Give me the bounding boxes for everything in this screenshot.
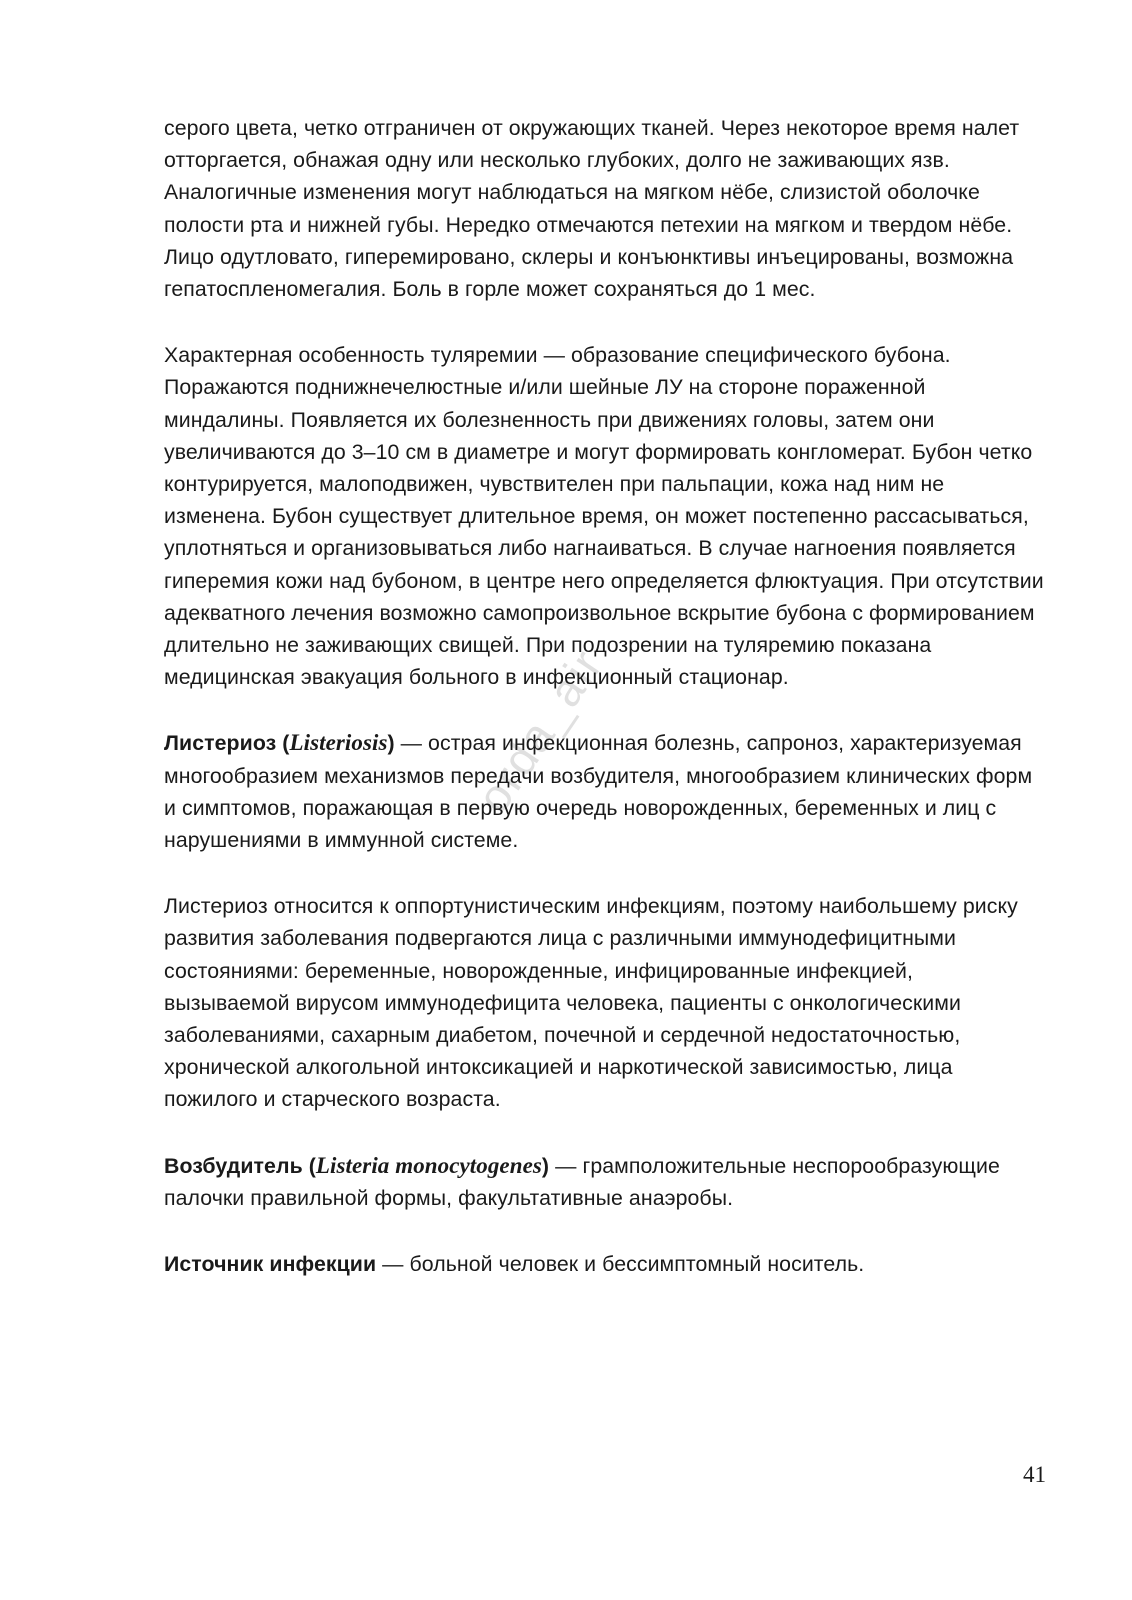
text-column — [164, 112, 1044, 1314]
paragraph-infection-source — [164, 1248, 1044, 1280]
paragraph-body: — больной человек и бессимптомный носитель. — [376, 1252, 865, 1277]
paragraph-tularemia-bubo: Характерная особенность туляремии — образование специфического бубона. Поражаются поднижнечелюстные и/или шейные ЛУ на стороне пораженной миндалины. Появляется их болезненность при движениях головы, затем они увеличиваются до 3–10 см в диаметре и могут формировать конгломерат. Бубон четко контурируется, малоподвижен, чувствителен при пальпации, кожа над ним не изменена. Бубон существует длительное время, он может постепенно рассасываться, уплотняться и организовываться либо нагнаиваться. В случае нагноения появляется гиперемия кожи над бубоном, в центре него определяется флюктуация. При отсутствии адекватного лечения возможно самопроизвольное вскрытие бубона с формированием длительно не заживающих свищей. При подозрении на туляремию показана медицинская эвакуация больного в инфекционный стационар. — [164, 343, 1044, 690]
page-number: 41 — [1023, 1462, 1046, 1487]
paragraph-body: — грамположительные неспорообразующие палочки правильной формы, факультативные анаэробы. — [164, 1153, 1000, 1210]
paragraph-tularemia-continued: серого цвета, четко отграничен от окружающих тканей. Через некоторое время налет отторгается, обнажая одну или несколько глубоких, долго не заживающих язв. Аналогичные изменения могут наблюдаться на мягком нёбе, слизистой оболочке полости рта и нижней губы. Нередко отмечаются петехии на мягком и твердом нёбе. Лицо одутловато, гиперемировано, склеры и конъюнктивы инъецированы, возможна гепатоспленомегалия. Боль в горле может сохраняться до 1 мес. — [164, 116, 1020, 302]
term-heading: Возбудитель (Listeria monocytogenes) — [164, 1152, 550, 1178]
watermark: orda_air — [466, 639, 613, 822]
paragraph-body: — острая инфекционная болезнь, сапроноз, характеризуемая многообразием механизмов передачи возбудителя, многообразием клинических форм и симптомов, поражающая в первую очередь новорожденных, беременных и лиц с нарушениями в иммунной системе. — [164, 731, 1033, 853]
paragraph-listeriosis-definition — [164, 727, 1044, 856]
latin-term: Listeriosis — [289, 730, 388, 756]
latin-term: Listeria monocytogenes — [315, 1152, 542, 1178]
paragraph-listeriosis-risk: Листериоз относится к оппортунистическим инфекциям, поэтому наибольшему риску развития заболевания подвергаются лица с различными иммунодефицитными состояниями: беременные, новорожденные, инфицированные инфекцией, вызываемой вирусом иммунодефицита человека, пациенты с онкологическими заболеваниями, сахарным диабетом, почечной и сердечной недостаточностью, хронической алкогольной интоксикацией и наркотической зависимостью, лица пожилого и старческого возраста. — [164, 894, 1018, 1112]
paragraph-pathogen — [164, 1150, 1044, 1214]
term-heading: Листериоз (Listeriosis) — [164, 730, 395, 756]
term-heading: Источник инфекции — [164, 1252, 377, 1277]
